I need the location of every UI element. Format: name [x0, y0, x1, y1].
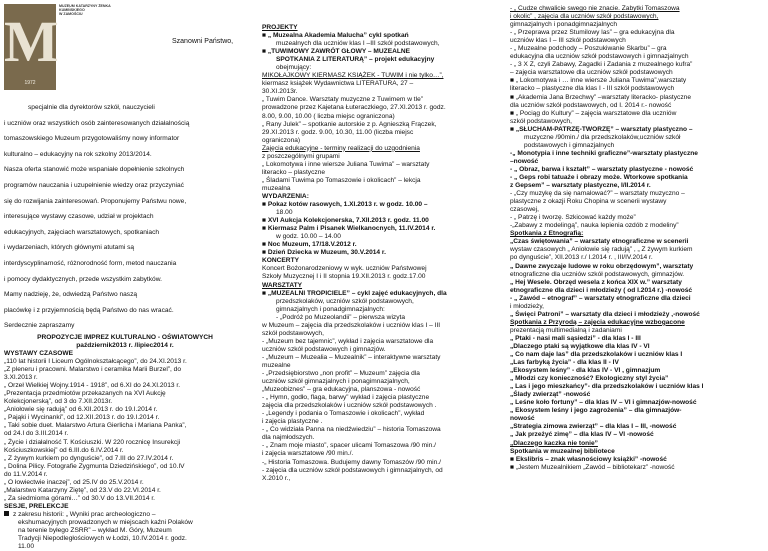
- program-header: PROPOZYCJE IMPREZ KULTURALNO - OŚWIATOWYCH październik2013 r. /lipiec2014 r.: [37, 333, 213, 349]
- text-line: - „ Obraz, barwa i kształt” – warsztaty plastyczne - nowość: [510, 165, 694, 173]
- text-line: „Czas świętowania” – warsztaty etnograficzne w scenerii: [510, 238, 689, 246]
- text-line: uczniów szkół podstawowych i gimnazjów.: [262, 345, 386, 353]
- text-line: czasowej,: [510, 206, 539, 214]
- text-line: „ Ptaki - nasi mali sąsiedzi” - dla klas I - III: [510, 334, 641, 342]
- list-item: na terenie byłego ZSRR” – wykład M. Góry, Muzeum: [18, 527, 172, 535]
- text-line: ■ „Jestem Muzealnikiem „Zawód – bibliotekarz” -nowość: [510, 463, 675, 471]
- text-line: - „Legendy i podania o Tomaszowie i okolicach”, wykład: [262, 410, 425, 418]
- text-line: „ Dawne zwyczaje ludowe w roku obrzędowym”, warsztaty: [510, 262, 694, 270]
- text-line: Spotkania z Etnografią:: [510, 230, 584, 238]
- museum-logo: [4, 4, 246, 90]
- list-item: „Aniołowie się radują” od 6.XII.2013 r. do 19.I.2014 r.: [4, 406, 158, 414]
- list-item: 11.00: [18, 543, 35, 551]
- list-item: „Prezentacja przedmiotów przekazanych na XVI Aukcję: [4, 390, 166, 398]
- text-line: ■ XVI Aukcja Kolekcjonerska, 7.XII.2013 r. godz. 11.00: [262, 217, 429, 225]
- text-line: ■ „ Pociąg do Kultury” – zajęcia warsztatowe dla uczniów: [510, 109, 677, 117]
- text-line: - „ Zawód – etnograf” – warsztaty etnograficzne dla dzieci: [510, 294, 691, 302]
- text-line: wystaw czasowych „ Aniołowie się radują” , „ Z żywym kurkiem: [510, 246, 693, 254]
- text-line: „ Jak przeżyć zimę” – dla klas IV – VI -nowość: [510, 431, 654, 439]
- text-line: „ Co nam daje las” dla przedszkolaków i uczniów klas I: [510, 351, 683, 359]
- text-line: - „Podróż po Muzeolandii” – pierwsza wizyta: [276, 313, 405, 321]
- text-line: - zajęcia dla uczniów szkół podstawowych i gimnazjalnych, od: [262, 466, 443, 474]
- list-item: z zakresu historii: „ Wyniki prac archeologiczno –: [4, 511, 246, 519]
- text-line: ■ Pokaz kotów rasowych, 1.XI.2013 r. w godz. 10.00 –: [262, 201, 428, 209]
- text-line: zajęcia dla przedszkolaków i uczniów szkół podstawowych .: [262, 402, 437, 410]
- text-line: WARSZTATY: [262, 281, 303, 289]
- list-item: „ Życie i działalność T. Kościuszki. W 220 rocznicę Insurekcji: [4, 438, 181, 446]
- text-line: w godz. 10.00 – 14.00: [276, 233, 341, 241]
- list-item: Tradycji Niepodległościowych w Łodzi, 10.IV.2014 r. godz.: [18, 535, 187, 543]
- text-line: „Dlaczego ptaki są wyjątkowe dla klas IV - VI: [510, 342, 650, 350]
- exhibitions-title: WYSTAWY CZASOWE: [4, 350, 73, 357]
- text-line: muzyczne /90min./ dla przedszkolaków,uczniów szkół: [524, 133, 681, 141]
- text-line: „Muzeobiznes” – gra edukacyjna, planszowa - nowość: [262, 386, 421, 394]
- text-line: -„ Monotypia i inne techniki graficzne”-warsztaty plastyczne: [510, 149, 698, 157]
- text-line: – zajęcia warsztatowe dla uczniów szkół podstawowych: [510, 69, 673, 77]
- sessions-list: [4, 511, 246, 551]
- text-line: 30.XI.2013r.: [262, 88, 298, 96]
- exhibitions-list: [4, 358, 246, 503]
- text-line: i okolic” , zajęcia dla uczniów szkół podstawowych,: [510, 13, 659, 21]
- hope-line-1: Mamy nadzieję, że, odwiedzą Państwo naszą: [4, 291, 138, 299]
- text-line: plastyczne z okazji Roku Chopina w scenerii wystawy: [510, 198, 667, 206]
- text-line: „ Leśne koło fortuny” – dla klas IV – VI i gimnazjów-nowość: [510, 399, 697, 407]
- text-line: Spotkania z Przyrodą – zajęcia edukacyjne wzbogacone: [510, 318, 685, 326]
- text-line: –nowość: [510, 157, 539, 165]
- list-item: „ Pająki i Wycinanki”, od 12.XII.2013 r. do 19.I.2014 r.: [4, 414, 160, 422]
- column-workshops: [510, 0, 764, 543]
- text-line: ■ „MUZEALNI TROPICIELE” – cykl zajęć edukacyjnych, dla: [262, 289, 447, 297]
- logo-caption: MUZEUM KATARZYNY ŻENKA KUMIŃSKIEGO W ZAMOŚCIU: [59, 4, 111, 17]
- text-line: ■ „SŁUCHAM-PATRZĘ-TWORZĘ” – warsztaty plastyczno –: [510, 125, 693, 133]
- text-line: przedszkolaków, uczniów szkół podstawowych,: [276, 297, 414, 305]
- text-line: 29.XI.2013 r. godz. 9.00, 10.30, 11.00 (liczba miejsc: [262, 128, 414, 136]
- text-line: - „ Cudze chwalicie swego nie znacie. Zabytki Tomaszowa: [510, 5, 680, 12]
- text-line: ■ Kiermasz Palm i Pisanek Wielkanocnych, 11.IV.2014 r.: [262, 225, 436, 233]
- text-line: - „ Muzealne podchody – Poszukiwanie Skarbu” – gra: [510, 45, 667, 53]
- text-line: „ Hej Wesele. Obrzęd wesela z końca XIX w.” warsztaty: [510, 278, 682, 286]
- text-line: z poszczególnymi grupami: [262, 152, 340, 160]
- text-line: X.2010 r.,: [262, 474, 291, 482]
- text-line: Koncert Bożonarodzeniowy w wyk. uczniów Państwowej: [262, 265, 427, 273]
- projects-title: PROJEKTY: [262, 24, 298, 31]
- text-line: „Dlaczego kaczka nie tonie”: [510, 439, 598, 447]
- text-line: i młodzieży,: [510, 302, 544, 310]
- text-line: - „Czy muzykę da się namalować?” – warsztaty muzyczno –: [510, 190, 685, 198]
- intro-paragraph: specjalnie dla dyrektorów szkół, nauczycieli i uczniów oraz wszystkich osób zainteresowanych działalnością tomaszowskiego Muzeum przygotowaliśmy nowy informator kulturalno – edukacyjny na rok szkolny 2013/2014. Nasza oferta stanowić może wspaniałe dopełnienie szkolnych programów nauczania i uzupełnienie wiedzy oraz przyczyniać się do rozwijania zainteresowań. Proponujemy Państwu nowe, interesujące wystawy czasowe, udział w projektach edukacyjnych, zajęciach warsztatowych, spotkaniach i wydarzeniach, których głównymi atutami są interdyscyplinarność, różnorodność form, metod nauczania i pomocy dydaktycznych, przede wszystkim zabytków. Mamy nadzieję, że, odwiedzą Państwo naszą placówkę i z przyjemnością będą Państwo do nas wracać. Serdecznie zapraszamy: [4, 100, 246, 334]
- text-line: z Gepsem” – warsztaty plastyczne, I/II.2014 r.: [510, 182, 651, 190]
- text-line: prowadzone przez Kajetana Łuteraczkiego, 27.XI.2013 r. godz.: [262, 104, 446, 112]
- sessions-title: SESJE, PRELEKCJE: [4, 502, 69, 510]
- column-intro: [4, 0, 246, 551]
- text-line: ■ Ekslibris – znak własnościowy książki” -nowość: [510, 455, 667, 463]
- text-line: - „ Co widziała Panna na niedźwiedziu” – historia Tomaszowa: [262, 426, 441, 434]
- text-line: ■ „Akademia Jana Brzechwy” –warsztaty literacko- plastyczne: [510, 93, 691, 101]
- text-line: uczniów szkół gimnazjalnych i ponagimnazjalnych,: [262, 378, 410, 386]
- text-line: po dynguście”, XII.2013 r./ I.2014 r. , III/IV.2014 r.: [510, 254, 653, 262]
- text-line: 8.00, 9.00, 10.00 ( liczba miejsc ograniczona): [262, 112, 395, 120]
- list-item: „ Taki sobie duet. Malarstwo Artura Gierlicha i Mariana Panka”,: [4, 422, 187, 430]
- list-item: „110 lat historii I Liceum Ogólnokształcącego”, do 24.XI.2013 r.: [4, 358, 187, 366]
- text-line: gimnazjalnych i ponadgimnazjalnych: [510, 21, 618, 29]
- text-line: „Strategia zimowa zwierząt” – dla klas I – III, -nowość: [510, 423, 677, 431]
- text-line: ■ „ Muzealna Akademia Malucha” cykl spotkań: [262, 32, 409, 40]
- text-line: etnograficzne dla uczniów szkół podstawowych, gimnazjów.: [510, 270, 685, 278]
- text-line: -„Zabawy z modelingą”, nauka lepienia ozdób z modeliny”: [510, 222, 679, 230]
- text-line: MIKOŁAJKOWY KIERMASZ KSIĄŻEK - TUWIM i nie tylko…”,: [262, 72, 444, 80]
- text-line: - „ Hymn, godło, flaga, barwy” wykład i zajęcia plastyczne: [262, 394, 430, 402]
- text-line: Szkoły Muzycznej I i II stopnia 19.XII.2013 r. godz.17.00: [262, 273, 426, 281]
- text-line: etnograficzne dla dzieci i młodzieży ( od I.2014 r.) -nowość: [510, 286, 693, 294]
- text-line: Spotkania w muzealnej bibliotece: [510, 447, 615, 455]
- text-line: muzealnych dla uczniów klas I –III szkół podstawowych,: [276, 40, 440, 48]
- list-item: Kolekcjonerską”, od 3 do 7.XII.2013r.: [4, 398, 113, 406]
- text-line: Zajęcia edukacyjne - terminy realizacji do uzgodnienia: [262, 144, 420, 152]
- text-line: muzealne: [262, 361, 291, 369]
- text-line: - „Przedsiębiorstwo „non profit” – Muzeum” zajęcia dla: [262, 370, 420, 378]
- text-line: - „ Geps robi tatuaże i obrazy może. Wtorkowe spotkania: [510, 173, 688, 181]
- text-line: SPOTKANIA Z LITERATURĄ” – projekt edukacyjny: [276, 56, 435, 64]
- text-line: - „Muzeum – Muzealia – Muzealnik” – interaktywne warsztaty: [262, 353, 441, 361]
- text-line: ■ „ Lokomotywa i … inne wiersze Juliana Tuwima”,warsztaty: [510, 77, 687, 85]
- list-item: „Z pleneru i pracowni. Malarstwo i ceramika Marii Burzel”, do: [4, 366, 181, 374]
- list-item: „ Dolina Pilicy. Fotografie Zygmunta Dziedzińskiego”, od 10.IV: [4, 462, 185, 470]
- list-item: „ O łowiectwie inaczej”, od 25.IV do 25.V.2014 r.: [4, 478, 144, 486]
- text-line: podstawowych i gimnazjalnych: [524, 141, 615, 149]
- text-line: prezentacją multimedialną i zadaniami: [510, 326, 622, 334]
- text-line: KONCERTY: [262, 257, 299, 265]
- text-line: kiermasz książek Wydawnictwa LITERATURA, 27 –: [262, 80, 414, 88]
- text-line: ■ Noc Muzeum, 17/18.V.2012 r.: [262, 241, 357, 249]
- text-line: „ Święci Patroni” – warsztaty dla dzieci i młodzieży ,-nowość: [510, 310, 700, 318]
- text-line: „ Rany Julek” – spotkanie autorskie z p. Agnieszką Frączek,: [262, 120, 437, 128]
- text-line: „Ślady zwierząt” -nowość: [510, 391, 591, 399]
- text-line: i zajęcia plastyczne .: [262, 418, 323, 426]
- text-line: nowość: [510, 415, 535, 423]
- text-line: ■ „TUWIMOWY ZAWRÓT GŁOWY – MUZEALNE: [262, 48, 411, 56]
- text-line: WYDARZENIA:: [262, 192, 309, 200]
- logo-m-emblem: M 1972: [4, 4, 56, 90]
- text-line: „ Młodzi czy konieczność? Ekologiczny styl życia”: [510, 375, 669, 383]
- text-line: - „ 3 X Z, czyli Zabawy, Zagadki i Zadania z muzealnego kufra”: [510, 61, 693, 69]
- text-line: szkół podstawowych,: [510, 117, 572, 125]
- workshops-text: [510, 5, 764, 472]
- text-line: „Las farbyką życia” - dla klas II - IV: [510, 359, 619, 367]
- list-item: od 24.I do 3.III.2014 r.: [4, 430, 69, 438]
- projects-text: [262, 32, 502, 483]
- text-line: - „ Patrzę i tworzę. Szkicować każdy może”: [510, 214, 636, 222]
- text-line: literacko – plastyczne: [262, 168, 326, 176]
- list-item: Kościuszkowskiej” od 6.III.do 6.IV.2014 r.: [4, 446, 124, 454]
- text-line: i zajęcia warsztatowe /90 min./.: [262, 450, 354, 458]
- text-line: ■ Dzień Dziecka w Muzeum, 30.V.2014 r.: [262, 249, 386, 257]
- text-line: szkół podstawowych,: [262, 329, 324, 337]
- text-line: muzealna: [262, 184, 291, 192]
- text-line: ograniczona): [262, 136, 301, 144]
- text-line: obejmujący:: [276, 64, 312, 72]
- text-line: „ Las i jego mieszkańcy”- dla przedszkolaków i uczniów klas I: [510, 383, 704, 391]
- list-item: do 11.V.2014 r.: [4, 470, 48, 478]
- hope-line-2: placówkę i z przyjemnością będą Państwo do nas wracać.: [4, 306, 174, 314]
- list-item: „Malarstwo Katarzyny Ziętę”, od 23.V do 22.VI.2014 r.: [4, 486, 161, 494]
- column-projects: [262, 0, 502, 543]
- text-line: uczniów klas I – III szkół podstawowych: [510, 37, 626, 45]
- text-line: 18.00: [276, 209, 293, 217]
- text-line: gimnazjalnych i ponadgimnazjalnych:: [276, 305, 385, 313]
- bullet-square-icon: [4, 511, 9, 516]
- text-line: w Muzeum – zajęcia dla przedszkolaków i uczniów klas I – III: [262, 321, 441, 329]
- list-item: 3.XI.2013 r.: [4, 374, 38, 382]
- text-line: „ Lokomotywa i inne wiersze Juliana Tuwima” – warsztaty: [262, 160, 430, 168]
- text-line: - „Muzeum bez tajemnic”, wykład i zajęcia warsztatowe dla: [262, 337, 434, 345]
- list-item: „ Z żywym kurkiem po dynguście”, od 7.III do 27.IV.2014 r.: [4, 454, 174, 462]
- greeting: Szanowni Państwo,: [172, 38, 234, 45]
- list-item: „ Orzeł Wielkiej Wojny.1914 - 1918”, od 6.XI do 24.XI.2013 r.: [4, 382, 181, 390]
- text-line: - „ Znam moje miasto”, spacer ulicami Tomaszowa /90 min./: [262, 442, 436, 450]
- text-line: „ Tuwim Dance. Warsztaty muzyczne z Tuwimem w tle”: [262, 96, 423, 104]
- text-line: „ Śladami Tuwima po Tomaszowie i okolicach” – lekcja: [262, 176, 421, 184]
- text-line: literacko – plastyczne dla klas I - III szkół podstawowych: [510, 85, 675, 93]
- text-line: „Ekosystem leśny” - dla klas IV - VI , gimnazjum: [510, 367, 661, 375]
- list-item: „ Za siedmioma górami…” od 30.V do 13.VII.2014 r.: [4, 494, 155, 502]
- text-line: dla najmłodszych.: [262, 434, 315, 442]
- regards: Serdecznie zapraszamy: [4, 322, 75, 330]
- text-line: edukacyjna dla uczniów szkół podstawowych i gimnazjalnych: [510, 53, 689, 61]
- text-line: „ Ekosystem leśny i jego zagrożenia” – dla gimnazjów-: [510, 407, 682, 415]
- list-item: ekshumacyjnych prowadzonych w miejscach kaźni Polaków: [18, 518, 193, 526]
- text-line: - „ Przeprawa przez Stumilowy las” – gra edukacyjna dla: [510, 29, 675, 37]
- text-line: -„ Historia Tomaszowa. Budujemy dawny Tomaszów /90 min./: [262, 458, 441, 466]
- text-line: dla uczniów szkół podstawowych, od I. 2014 r.- nowość: [510, 101, 672, 109]
